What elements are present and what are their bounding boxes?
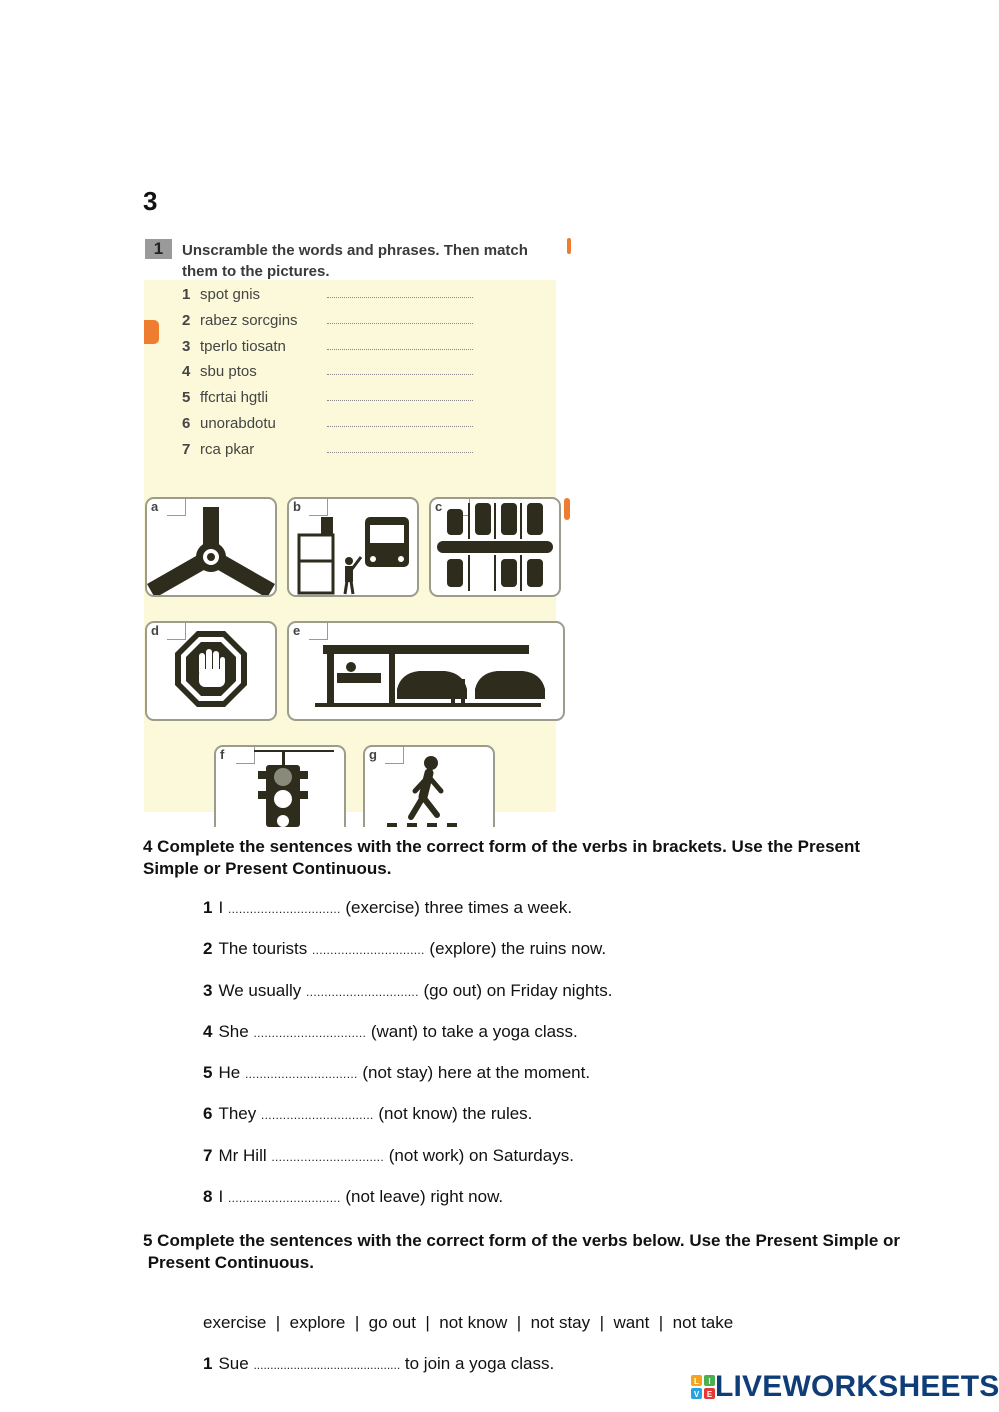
picture-a: a — [145, 497, 277, 597]
picture-g: g — [363, 745, 495, 827]
list-item: 6 They ............................... (not know) the rules. — [203, 1104, 533, 1124]
liveworksheets-wordmark: LIVEWORKSHEETS — [715, 1370, 999, 1403]
svg-text:V: V — [693, 1390, 700, 1399]
list-item: 1 I ............................... (exercise) three times a week. — [203, 898, 573, 917]
exercise-1-image — [144, 238, 570, 812]
answer-blank[interactable]: ............................... — [227, 1191, 341, 1206]
orange-tab-mark — [567, 238, 571, 254]
list-item: 4 sbu ptos — [182, 363, 298, 389]
list-item: 8 I ............................... (not leave) right now. — [203, 1187, 504, 1207]
list-item: 4 She ............................... (want) to take a yoga class. — [203, 1021, 578, 1041]
answer-blank[interactable]: ............................... — [271, 1149, 385, 1164]
answer-blank[interactable]: ............................... — [261, 1108, 374, 1123]
exercise-1-header — [144, 238, 570, 280]
list-item: 2 rabez sorcgins — [182, 312, 298, 338]
answer-blank[interactable]: ............................... — [253, 1025, 367, 1040]
list-item: 6 unorabdotu — [182, 415, 298, 441]
bus-stop-icon — [289, 499, 417, 595]
zebra-crossing-icon — [365, 747, 493, 827]
liveworksheets-logo-icon — [691, 1375, 715, 1399]
picture-d: d — [145, 621, 277, 721]
orange-tab-mark — [564, 498, 570, 520]
exercise-1-number: 1 — [145, 239, 172, 259]
exercise-4-sentences — [203, 898, 612, 1228]
list-item: 2 The tourists ............................... (explore) the ruins now. — [203, 939, 607, 959]
verb-word-bank: exercise | explore | go out | not know | not stay | want | not take — [203, 1313, 734, 1332]
exercise-1-body — [144, 280, 556, 812]
picture-e: e — [287, 621, 565, 721]
car-park-icon — [431, 499, 559, 595]
exercise-5-heading-line: Present Continuous. — [143, 1252, 314, 1272]
answer-blank[interactable]: ............................... — [306, 984, 419, 999]
orange-tab-mark — [144, 320, 159, 344]
roundabout-icon — [147, 499, 275, 595]
answer-blank[interactable]: ............................... — [312, 943, 425, 958]
petrol-station-icon — [289, 623, 563, 719]
exercise-4-heading: 4 Complete the sentences with the correct form of the verbs in brackets. Use the Present Simple or Present Continuous. — [143, 837, 861, 878]
answer-blank[interactable]: ............................... — [227, 902, 341, 916]
exercise-5-heading — [143, 1230, 903, 1273]
list-item: 1 Sue ............................................ to join a yoga class. — [203, 1354, 555, 1373]
svg-text:E: E — [706, 1390, 713, 1399]
scrambled-word-list — [182, 286, 298, 467]
page-number: 3 — [143, 186, 158, 216]
picture-c: c — [429, 497, 561, 597]
answer-blank[interactable]: ............................................ — [253, 1358, 401, 1372]
picture-f: f — [214, 745, 346, 827]
liveworksheets-logo[interactable] — [691, 1372, 999, 1402]
list-item: 1 spot gnis — [182, 286, 298, 312]
list-item: 7 Mr Hill ............................... (not work) on Saturdays. — [203, 1145, 574, 1165]
list-item: 7 rca pkar — [182, 441, 298, 467]
traffic-light-icon — [216, 747, 344, 827]
answer-blank[interactable]: ............................... — [244, 1067, 358, 1082]
stop-sign-icon — [147, 623, 275, 719]
exercise-1-instruction: Unscramble the words and phrases. Then match them to the pictures. — [182, 242, 528, 280]
exercise-5-heading-line: 5 Complete the sentences with the correct form of the verbs below. Use the Present Simple or — [143, 1231, 901, 1250]
list-item: 3 tperlo tiosatn — [182, 338, 298, 364]
svg-text:I: I — [708, 1377, 711, 1386]
picture-b: b — [287, 497, 419, 597]
list-item: 5 ffcrtai hgtli — [182, 389, 298, 415]
list-item: 5 He ............................... (not stay) here at the moment. — [203, 1063, 591, 1083]
list-item: 3 We usually ............................... (go out) on Friday nights. — [203, 980, 613, 1000]
svg-text:L: L — [694, 1377, 699, 1386]
